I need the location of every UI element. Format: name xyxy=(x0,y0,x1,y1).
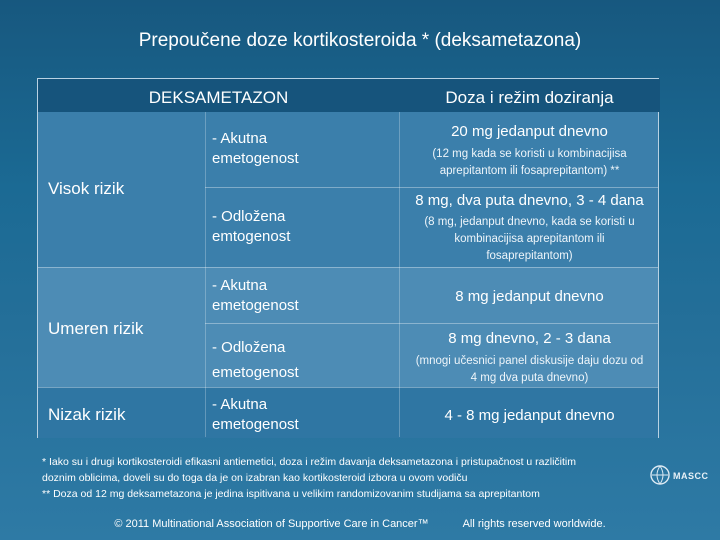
column-divider xyxy=(205,112,206,437)
copyright-footer xyxy=(0,518,720,530)
risk-moderate-label: Umeren rizik xyxy=(48,319,144,338)
dose-note: (12 mg kada se koristi u kombinacijisa aprepitantom ili fosaprepitantom) ** xyxy=(432,148,627,177)
dose-cell: 20 mg jedanput dnevno xyxy=(451,123,608,140)
dose-note: (mnogi učesnici panel diskusije daju dozu od 4 mg dva puta dnevno) xyxy=(415,355,644,384)
row-divider xyxy=(38,387,658,388)
risk-low-label: Nizak rizik xyxy=(48,405,126,424)
copyright-text: © 2011 Multinational Association of Supportive Care in Cancer™ xyxy=(114,518,429,530)
dose-cell: 8 mg, dva puta dnevno, 3 - 4 dana xyxy=(415,192,644,209)
footnotes xyxy=(42,454,662,502)
condition-cell: - Odložena emetogenost xyxy=(212,339,299,381)
dexamethasone-dose-table xyxy=(37,78,659,438)
mascc-logo-text: MASCC xyxy=(673,471,709,481)
row-divider xyxy=(205,323,658,324)
row-divider xyxy=(38,267,658,268)
condition-cell: - Akutna emetogenost xyxy=(212,130,299,167)
condition-cell: - Odložena emtogenost xyxy=(212,208,291,245)
dose-cell: 8 mg dnevno, 2 - 3 dana xyxy=(448,330,611,347)
dose-cell: 4 - 8 mg jedanput dnevno xyxy=(444,407,615,424)
dose-cell: 8 mg jedanput dnevno xyxy=(455,288,604,305)
row-divider xyxy=(205,187,658,188)
header-dexamethasone: DEKSAMETAZON xyxy=(38,79,399,112)
page-title: Prepoučene doze kortikosteroida * (deksametazona) xyxy=(138,30,582,51)
header-dose-regimen: Doza i režim doziranja xyxy=(399,79,660,112)
footnote-line: doznim oblicima, doveli su do toga da je on izabran kao kortikosteroid izbora u ovom vodiču xyxy=(42,472,468,484)
condition-cell: - Akutna emetogenost xyxy=(212,277,299,314)
risk-high-label: Visok rizik xyxy=(48,179,125,198)
condition-cell: - Akutna emetogenost xyxy=(212,396,299,433)
footnote-line: * Iako su i drugi kortikosteroidi efikasni antiemetici, doza i režim davanja deksametazona i pristupačnost u različitim xyxy=(42,456,576,468)
footnote-line: ** Doza od 12 mg deksametazona je jedina ispitivana u velikim randomizovanim studijama sa aprepitantom xyxy=(42,488,540,500)
rights-text: All rights reserved worldwide. xyxy=(462,518,606,530)
dose-note: (8 mg, jedanput dnevno, kada se koristi u kombinacijisa aprepitantom ili fosaprepitantom) xyxy=(424,216,635,262)
